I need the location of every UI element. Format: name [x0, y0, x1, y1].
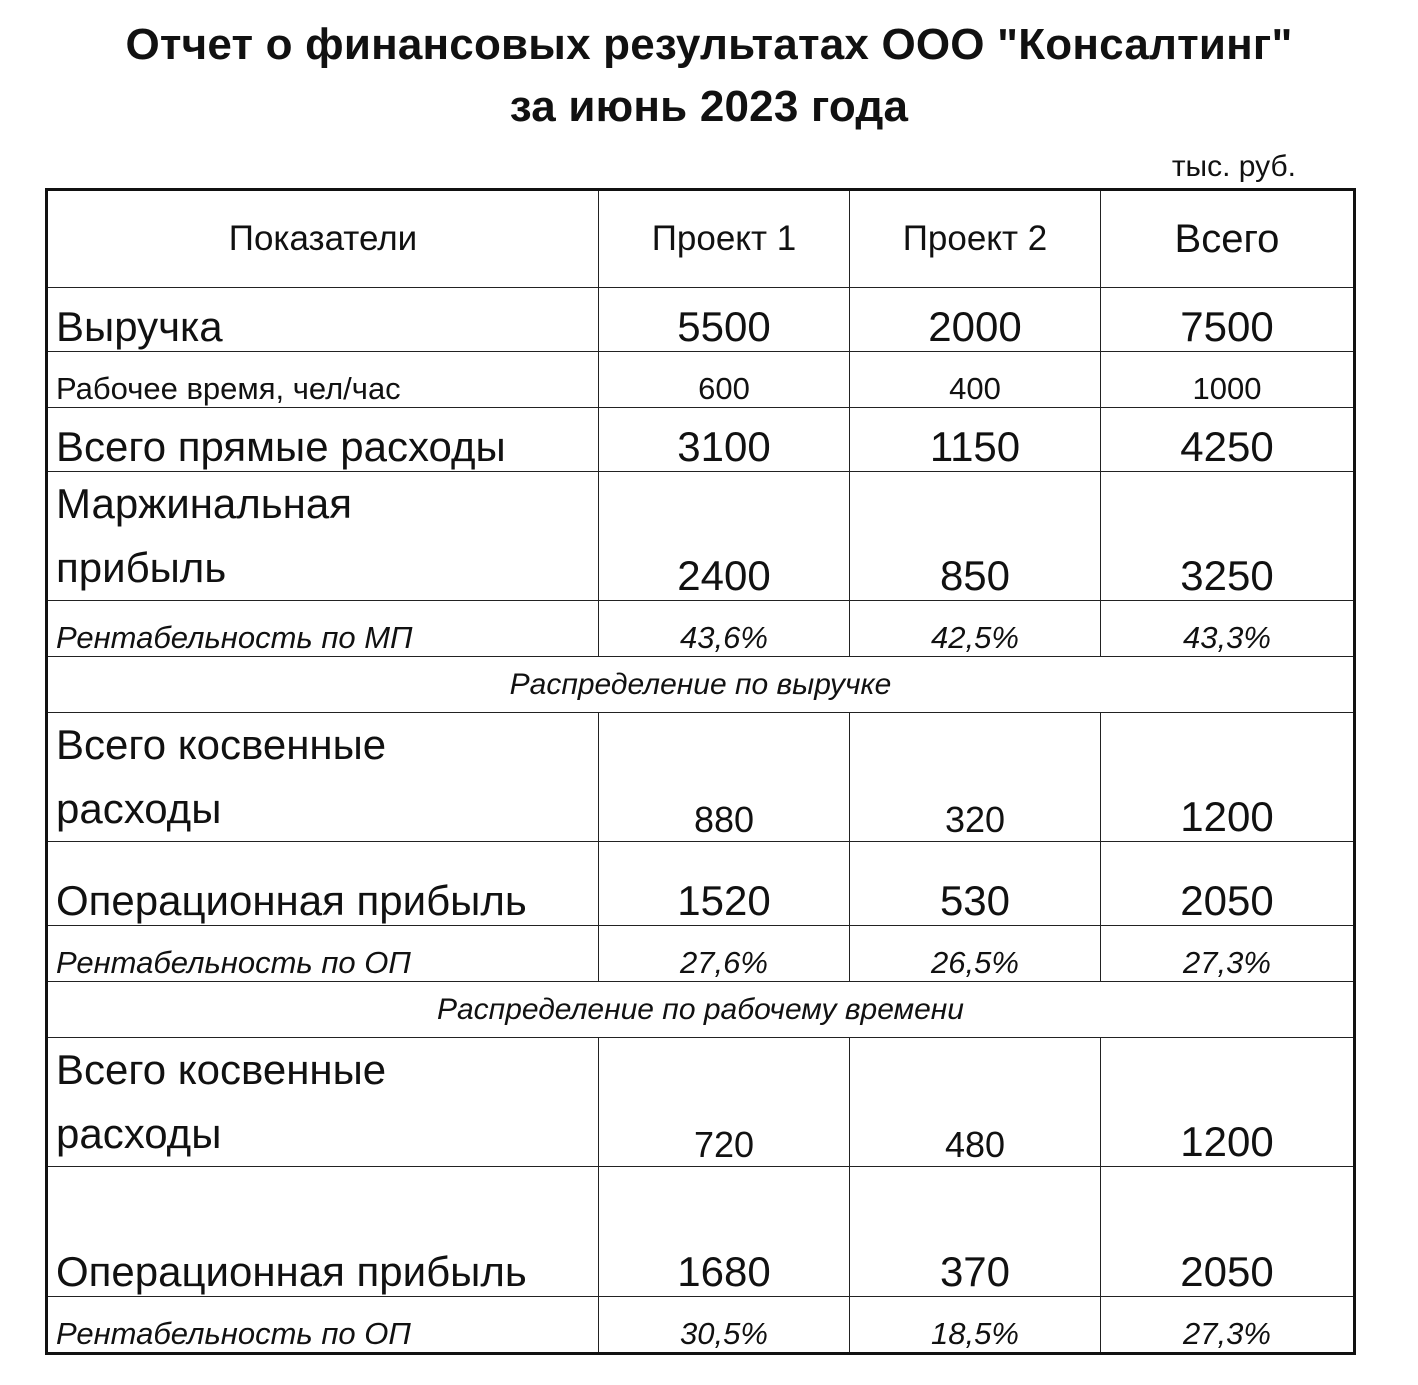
margin-profit-label	[48, 472, 599, 601]
revenue-label: Выручка	[48, 288, 599, 352]
row-rev-op-rent	[48, 926, 1354, 982]
row-margin-rent	[48, 601, 1354, 657]
margin-rent-p1: 43,6%	[599, 601, 850, 657]
rev-op-rent-label: Рентабельность по ОП	[48, 926, 599, 982]
time-indirect-label-line2: расходы	[56, 1110, 222, 1157]
time-op-profit-p1: 1680	[599, 1167, 850, 1297]
margin-rent-total: 43,3%	[1101, 601, 1354, 657]
time-op-rent-p2: 18,5%	[850, 1297, 1101, 1353]
rev-op-profit-total: 2050	[1101, 842, 1354, 926]
time-op-rent-total: 27,3%	[1101, 1297, 1354, 1353]
row-work-time	[48, 352, 1354, 408]
financial-report-table	[47, 190, 1354, 1353]
row-margin-profit	[48, 472, 1354, 601]
rev-indirect-p2: 320	[850, 713, 1101, 842]
work-time-total: 1000	[1101, 352, 1354, 408]
margin-profit-label-line1: Маржинальная	[56, 480, 352, 527]
row-time-op-profit	[48, 1167, 1354, 1297]
header-indicators: Показатели	[48, 191, 599, 288]
time-indirect-p2: 480	[850, 1038, 1101, 1167]
work-time-p2: 400	[850, 352, 1101, 408]
section-time-title: Распределение по рабочему времени	[48, 982, 1354, 1038]
time-indirect-label-line1: Всего косвенные	[56, 1046, 387, 1093]
rev-op-rent-p1: 27,6%	[599, 926, 850, 982]
rev-op-profit-p2: 530	[850, 842, 1101, 926]
work-time-p1: 600	[599, 352, 850, 408]
row-section-time	[48, 982, 1354, 1038]
row-section-revenue	[48, 657, 1354, 713]
margin-profit-label-line2: прибыль	[56, 544, 227, 591]
margin-rent-p2: 42,5%	[850, 601, 1101, 657]
row-direct-costs	[48, 408, 1354, 472]
row-revenue	[48, 288, 1354, 352]
direct-costs-label: Всего прямые расходы	[48, 408, 599, 472]
header-project-1: Проект 1	[599, 191, 850, 288]
time-indirect-total: 1200	[1101, 1038, 1354, 1167]
rev-op-profit-label: Операционная прибыль	[48, 842, 599, 926]
report-title: Отчет о финансовых результатах ООО "Консалтинг"	[125, 20, 1293, 69]
time-op-profit-label: Операционная прибыль	[48, 1167, 599, 1297]
time-indirect-p1: 720	[599, 1038, 850, 1167]
row-rev-op-profit	[48, 842, 1354, 926]
section-revenue-title: Распределение по выручке	[48, 657, 1354, 713]
time-op-rent-label: Рентабельность по ОП	[48, 1297, 599, 1353]
rev-op-rent-total: 27,3%	[1101, 926, 1354, 982]
direct-costs-p2: 1150	[850, 408, 1101, 472]
row-time-op-rent	[48, 1297, 1354, 1353]
margin-profit-p2: 850	[850, 472, 1101, 601]
rev-indirect-total: 1200	[1101, 713, 1354, 842]
rev-indirect-label	[48, 713, 599, 842]
report-period: за июнь 2023 года	[509, 82, 909, 131]
revenue-total: 7500	[1101, 288, 1354, 352]
time-op-profit-total: 2050	[1101, 1167, 1354, 1297]
rev-op-rent-p2: 26,5%	[850, 926, 1101, 982]
rev-indirect-label-line2: расходы	[56, 785, 222, 832]
time-op-profit-p2: 370	[850, 1167, 1101, 1297]
rev-op-profit-p1: 1520	[599, 842, 850, 926]
work-time-label: Рабочее время, чел/час	[48, 352, 599, 408]
rev-indirect-p1: 880	[599, 713, 850, 842]
header-project-2: Проект 2	[850, 191, 1101, 288]
revenue-p1: 5500	[599, 288, 850, 352]
direct-costs-p1: 3100	[599, 408, 850, 472]
direct-costs-total: 4250	[1101, 408, 1354, 472]
table-header-row	[48, 191, 1354, 288]
rev-indirect-label-line1: Всего косвенные	[56, 721, 387, 768]
time-indirect-label	[48, 1038, 599, 1167]
revenue-p2: 2000	[850, 288, 1101, 352]
margin-rent-label: Рентабельность по МП	[48, 601, 599, 657]
margin-profit-p1: 2400	[599, 472, 850, 601]
units-label: тыс. руб.	[1171, 150, 1296, 183]
row-rev-indirect	[48, 713, 1354, 842]
header-total: Всего	[1101, 191, 1354, 288]
row-time-indirect	[48, 1038, 1354, 1167]
time-op-rent-p1: 30,5%	[599, 1297, 850, 1353]
margin-profit-total: 3250	[1101, 472, 1354, 601]
